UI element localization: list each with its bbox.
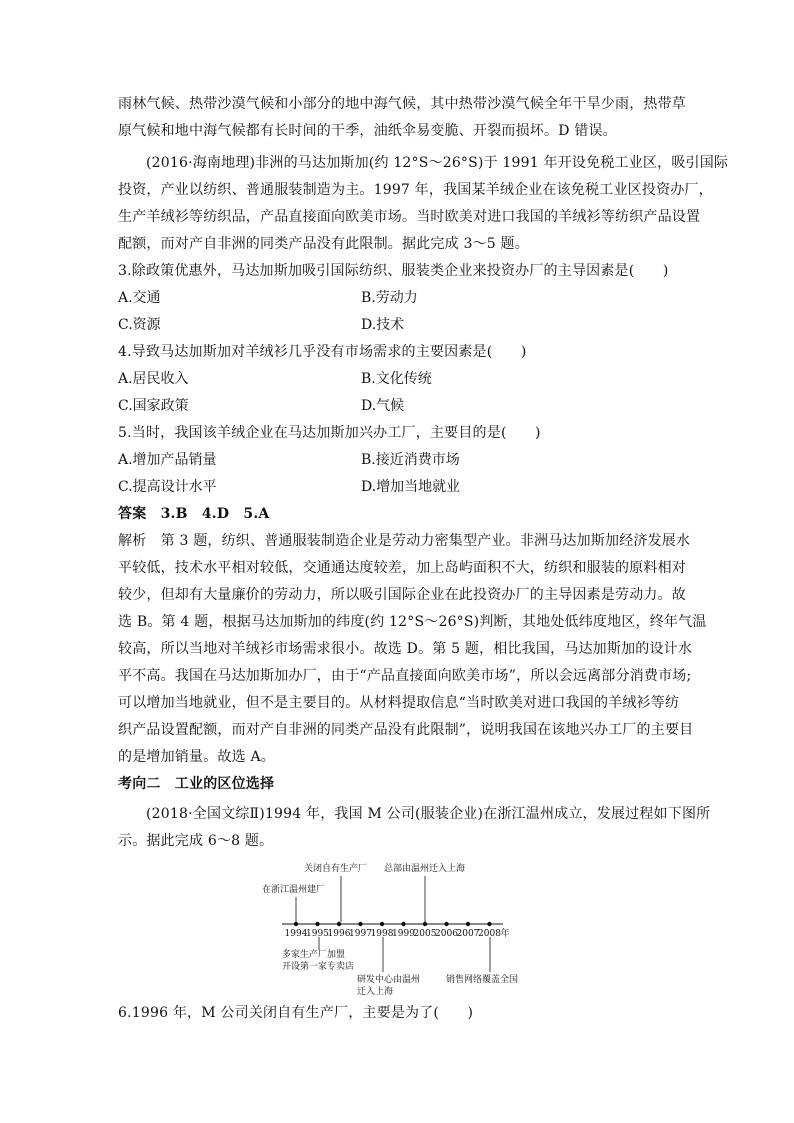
timeline-point [423,922,427,926]
timeline-point [444,922,448,926]
section-heading: 考向二 工业的区位选择 [118,776,275,792]
analysis-line: 平不高。我国在马达加斯加办厂，由于“产品直接面向欧美市场”，所以会远离部分消费市场; [118,668,692,684]
timeline-point [337,922,341,926]
timeline-year-label: 2008 [478,929,501,939]
label-build-factory: 在浙江温州建厂 [262,885,326,895]
timeline-year-label: 1996 [327,929,351,939]
timeline-year-label: 1997 [349,929,372,939]
analysis-line: 织产品设置配额，而对产自非洲的同类产品没有此限制”，说明我国在该地兴办工厂的主要目 [118,722,694,738]
analysis-line: 可以增加当地就业，但不是主要目的。从材料提取信息“当时欧美对进口我国的羊绒衫等纺 [118,695,680,711]
label-rd-center-move: 研发中心由温州 [357,975,421,985]
question-6-stem: 6.1996 年，M 公司关闭自有生产厂，主要是为了( ) [118,1005,474,1021]
analysis-line: 较高，所以当地对羊绒衫市场需求很小。故选 D。第 5 题，相比我国，马达加斯加的设计水 [118,641,693,657]
label-first-store: 开设第一家专卖店 [282,962,355,972]
question-5-stem: 5.当时，我国该羊绒企业在马达加斯加兴办工厂，主要目的是( ) [118,425,541,441]
question-3-option-a: A.交通 [118,290,161,306]
analysis-line: 较少，但却有大量廉价的劳动力，所以吸引国际企业在此投资办厂的主导因素是劳动力。故 [118,587,686,603]
timeline-unit-label: 年 [500,929,510,939]
label-national-network: 销售网络覆盖全国 [446,975,519,985]
timeline-year-label: 2006 [435,929,458,939]
label-franchise: 多家生产厂加盟 [282,950,346,960]
question-5-option-a: A.增加产品销量 [118,452,217,468]
text-line: 原气候和地中海气候都有长时间的干季，油纸伞易变脆、开裂而损坏。D 错误。 [118,123,617,139]
text-line: 生产羊绒衫等纺织品，产品直接面向欧美市场。当时欧美对进口我国的羊绒衫等纺织产品设置 [118,209,701,225]
timeline-year-label: 1994 [284,929,308,939]
timeline-point [294,922,298,926]
text-line: (2016·海南地理)非洲的马达加斯加(约 12°S～26°S)于 1991 年开设免税工业区，吸引国际 [146,155,729,171]
label-headquarters-move: 总部由温州迁入上海 [384,864,466,874]
question-4-stem: 4.导致马达加斯加对羊绒衫几乎没有市场需求的主要因素是( ) [118,344,527,360]
question-5-option-c: C.提高设计水平 [118,479,217,495]
text-line: (2018·全国文综Ⅱ)1994 年，我国 M 公司(服装企业)在浙江温州成立，发展过程如下图所 [146,806,711,822]
analysis-line: 平较低，技术水平相对较低，交通通达度较差，加上岛屿面积不大，纺织和服装的原料相对 [118,560,686,576]
analysis-line: 的是增加销量。故选 A。 [118,749,275,765]
timeline-year-label: 1998 [370,929,394,939]
timeline-year-label: 2005 [413,929,437,939]
timeline-year-label: 1999 [392,929,415,939]
timeline-point [380,922,384,926]
question-4-option-a: A.居民收入 [118,371,189,387]
timeline-point [466,922,470,926]
timeline-point [401,922,405,926]
question-5-option-b: B.接近消费市场 [361,452,460,468]
text-line: 雨林气候、热带沙漠气候和小部分的地中海气候，其中热带沙漠气候全年干旱少雨，热带草 [118,96,686,112]
text-line: 配额，而对产自非洲的同类产品没有此限制。据此完成 3～5 题。 [118,236,529,252]
question-3-stem: 3.除政策优惠外，马达加斯加吸引国际纺织、服装类企业来投资办厂的主导因素是( ) [118,263,669,279]
question-3-option-c: C.资源 [118,317,161,333]
timeline-point [487,922,491,926]
label-rd-center-move-2: 迁入上海 [357,987,394,997]
question-4-option-d: D.气候 [361,398,405,414]
question-3-option-b: B.劳动力 [361,290,418,306]
timeline-point [315,922,319,926]
text-line: 投资，产业以纺织、普通服装制造为主。1997 年，我国某羊绒企业在该免税工业区投资办厂， [118,182,713,198]
timeline-year-label: 1995 [306,929,329,939]
question-4-option-c: C.国家政策 [118,398,189,414]
question-4-option-b: B.文化传统 [361,371,432,387]
timeline-year-labels [285,927,510,939]
text-line: 示。据此完成 6～8 题。 [118,833,274,849]
analysis-line: 解析 第 3 题，纺织、普通服装制造企业是劳动力密集型产业。非洲马达加斯加经济发展水 [118,533,691,549]
answer-line: 答案 3.B 4.D 5.A [118,506,270,522]
timeline-year-label: 2007 [456,929,480,939]
label-close-factory: 关闭自有生产厂 [304,864,368,874]
question-3-option-d: D.技术 [361,317,405,333]
analysis-line: 选 B。第 4 题，根据马达加斯加的纬度(约 12°S～26°S)判断，其地处低纬度地区，终年气温 [118,614,707,630]
timeline-point [358,922,362,926]
question-5-option-d: D.增加当地就业 [361,479,461,495]
